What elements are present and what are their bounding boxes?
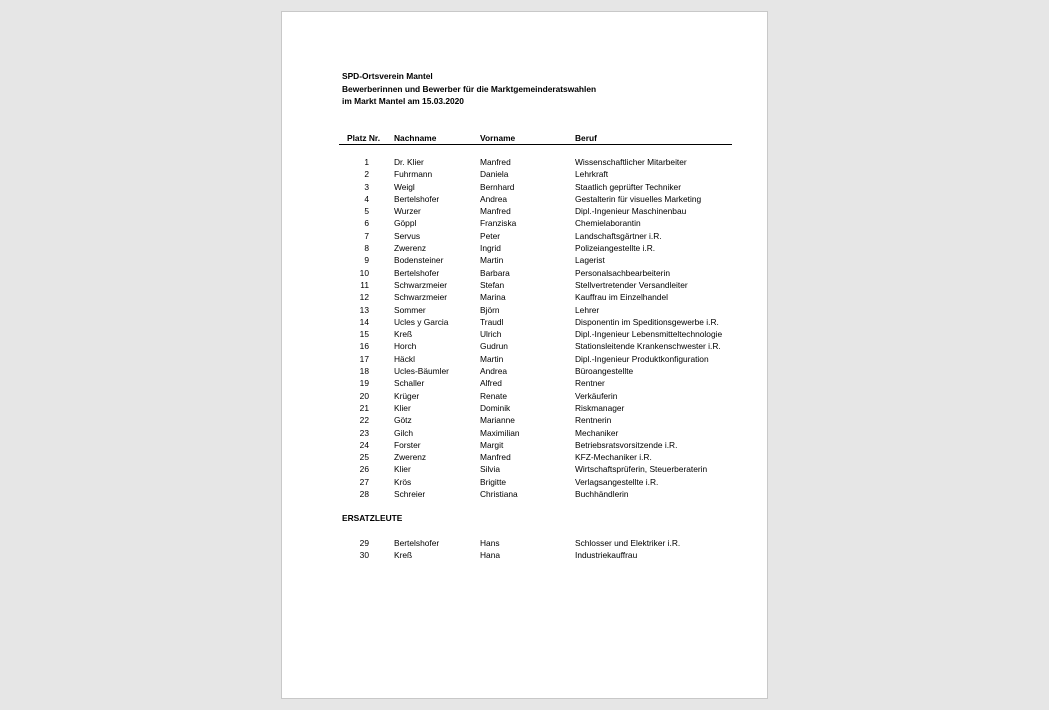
cell-nachname: Gilch <box>394 427 414 438</box>
cell-beruf: Personalsachbearbeiterin <box>575 267 670 278</box>
table-row <box>339 217 732 229</box>
cell-vorname: Manfred <box>480 206 511 217</box>
cell-nachname: Schwarzmeier <box>394 279 448 290</box>
table-row <box>339 328 732 340</box>
cell-vorname: Margit <box>480 439 504 450</box>
cell-vorname: Marina <box>480 292 506 303</box>
table-row <box>339 230 732 242</box>
table-row <box>339 279 732 291</box>
table-row <box>339 254 732 266</box>
table-row <box>339 304 732 316</box>
table-row <box>339 476 732 488</box>
cell-nachname: Klier <box>394 402 411 413</box>
cell-platz-nr: 25 <box>359 452 369 463</box>
cell-beruf: Stationsleitende Krankenschwester i.R. <box>575 341 721 352</box>
cell-vorname: Daniela <box>480 169 509 180</box>
cell-vorname: Silvia <box>480 464 501 475</box>
cell-vorname: Gudrun <box>480 341 508 352</box>
cell-nachname: Schwarzmeier <box>394 292 448 303</box>
cell-beruf: Dipl.-Ingenieur Maschinenbau <box>575 206 687 217</box>
cell-platz-nr: 26 <box>359 464 369 475</box>
cell-platz-nr: 12 <box>359 292 369 303</box>
column-header-nachname: Nachname <box>394 133 437 143</box>
cell-platz-nr: 7 <box>364 230 369 241</box>
table-row <box>339 205 732 217</box>
table-row <box>339 242 732 254</box>
cell-beruf: Mechaniker <box>575 427 619 438</box>
header-line-date: im Markt Mantel am 15.03.2020 <box>342 96 464 106</box>
cell-nachname: Krös <box>394 476 412 487</box>
cell-platz-nr: 17 <box>359 353 369 364</box>
cell-beruf: Lehrer <box>575 304 600 315</box>
cell-platz-nr: 6 <box>364 218 369 229</box>
cell-vorname: Björn <box>480 304 500 315</box>
table-row <box>339 549 732 561</box>
cell-vorname: Ingrid <box>480 243 501 254</box>
cell-beruf: Verkäuferin <box>575 390 618 401</box>
table-row <box>339 439 732 451</box>
table-header <box>339 132 732 145</box>
table-row <box>339 365 732 377</box>
cell-vorname: Hana <box>480 550 501 561</box>
cell-vorname: Christiana <box>480 489 518 500</box>
cell-beruf: Staatlich geprüfter Techniker <box>575 181 681 192</box>
cell-beruf: Gestalterin für visuelles Marketing <box>575 193 702 204</box>
cell-beruf: Rentner <box>575 378 605 389</box>
cell-vorname: Andrea <box>480 366 508 377</box>
cell-beruf: Buchhändlerin <box>575 489 629 500</box>
table-row <box>339 402 732 414</box>
cell-vorname: Barbara <box>480 267 510 278</box>
cell-vorname: Bernhard <box>480 181 515 192</box>
cell-nachname: Göppl <box>394 218 417 229</box>
cell-beruf: Dipl.-Ingenieur Produktkonfiguration <box>575 353 709 364</box>
table-row <box>339 463 732 475</box>
cell-vorname: Dominik <box>480 402 511 413</box>
table-row <box>339 168 732 180</box>
cell-beruf: Polizeiangestellte i.R. <box>575 243 656 254</box>
cell-vorname: Renate <box>480 390 508 401</box>
cell-vorname: Manfred <box>480 157 511 167</box>
cell-beruf: Betriebsratsvorsitzende i.R. <box>575 439 678 450</box>
cell-nachname: Servus <box>394 230 421 241</box>
cell-vorname: Andrea <box>480 193 508 204</box>
cell-platz-nr: 27 <box>359 476 369 487</box>
cell-platz-nr: 20 <box>359 390 369 401</box>
table-row <box>339 340 732 352</box>
table-row <box>339 156 732 168</box>
cell-nachname: Bertelshofer <box>394 538 440 548</box>
table-row <box>339 451 732 463</box>
cell-platz-nr: 13 <box>359 304 369 315</box>
cell-beruf: Disponentin im Speditionsgewerbe i.R. <box>575 316 719 327</box>
cell-nachname: Kreß <box>394 550 413 561</box>
cell-nachname: Krüger <box>394 390 420 401</box>
cell-vorname: Peter <box>480 230 501 241</box>
cell-vorname: Traudl <box>480 316 504 327</box>
cell-platz-nr: 2 <box>364 169 369 180</box>
cell-beruf: Industriekauffrau <box>575 550 638 561</box>
cell-nachname: Dr. Klier <box>394 157 424 167</box>
cell-nachname: Bertelshofer <box>394 267 440 278</box>
table-row <box>339 377 732 389</box>
cell-platz-nr: 22 <box>359 415 369 426</box>
cell-platz-nr: 14 <box>359 316 369 327</box>
cell-vorname: Alfred <box>480 378 502 389</box>
substitute-list <box>339 537 732 562</box>
candidate-list <box>339 156 732 500</box>
section-title-ersatzleute: ERSATZLEUTE <box>342 513 403 523</box>
table-row <box>339 291 732 303</box>
cell-nachname: Zwerenz <box>394 452 427 463</box>
cell-platz-nr: 23 <box>359 427 369 438</box>
table-row <box>339 316 732 328</box>
cell-beruf: Stellvertretender Versandleiter <box>575 279 688 290</box>
cell-nachname: Häckl <box>394 353 415 364</box>
header-line-title: Bewerberinnen und Bewerber für die Marktgemeinderatswahlen <box>342 83 597 94</box>
column-header-vorname: Vorname <box>480 133 516 143</box>
cell-platz-nr: 1 <box>364 157 369 167</box>
table-row <box>339 537 732 549</box>
cell-nachname: Sommer <box>394 304 426 315</box>
cell-platz-nr: 28 <box>359 489 369 500</box>
cell-nachname: Wurzer <box>394 206 421 217</box>
cell-platz-nr: 21 <box>359 402 369 413</box>
cell-platz-nr: 10 <box>359 267 369 278</box>
cell-vorname: Maximilian <box>480 427 520 438</box>
table-row <box>339 390 732 402</box>
cell-vorname: Hans <box>480 538 500 548</box>
cell-beruf: Wirtschaftsprüferin, Steuerberaterin <box>575 464 708 475</box>
table-row <box>339 267 732 279</box>
cell-beruf: Lehrkraft <box>575 169 609 180</box>
cell-platz-nr: 15 <box>359 329 369 340</box>
cell-vorname: Franziska <box>480 218 517 229</box>
cell-beruf: Schlosser und Elektriker i.R. <box>575 538 681 548</box>
cell-beruf: Riskmanager <box>575 402 625 413</box>
cell-nachname: Fuhrmann <box>394 169 433 180</box>
cell-nachname: Bertelshofer <box>394 193 440 204</box>
table-row <box>339 353 732 365</box>
cell-nachname: Klier <box>394 464 411 475</box>
cell-beruf: Kauffrau im Einzelhandel <box>575 292 668 303</box>
cell-platz-nr: 4 <box>364 193 369 204</box>
cell-vorname: Ulrich <box>480 329 502 340</box>
cell-vorname: Martin <box>480 255 504 266</box>
cell-vorname: Martin <box>480 353 504 364</box>
table-row <box>339 488 732 500</box>
cell-platz-nr: 3 <box>364 181 369 192</box>
cell-beruf: Verlagsangestellte i.R. <box>575 476 659 487</box>
cell-platz-nr: 11 <box>360 279 369 290</box>
table-row <box>339 414 732 426</box>
table-row <box>339 193 732 205</box>
cell-beruf: Rentnerin <box>575 415 612 426</box>
cell-nachname: Schaller <box>394 378 425 389</box>
cell-beruf: KFZ-Mechaniker i.R. <box>575 452 652 463</box>
cell-beruf: Wissenschaftlicher Mitarbeiter <box>575 157 687 167</box>
cell-platz-nr: 16 <box>359 341 369 352</box>
column-header-beruf: Beruf <box>575 133 597 143</box>
cell-nachname: Bodensteiner <box>394 255 444 266</box>
cell-platz-nr: 19 <box>359 378 369 389</box>
cell-nachname: Schreier <box>394 489 426 500</box>
cell-beruf: Chemielaborantin <box>575 218 641 229</box>
header-line-organization: SPD-Ortsverein Mantel <box>342 71 433 81</box>
cell-nachname: Weigl <box>394 181 415 192</box>
cell-platz-nr: 5 <box>364 206 369 217</box>
cell-beruf: Landschaftsgärtner i.R. <box>575 230 662 241</box>
cell-vorname: Marianne <box>480 415 515 426</box>
cell-beruf: Dipl.-Ingenieur Lebensmitteltechnologie <box>575 329 723 340</box>
column-header-platz: Platz Nr. <box>347 133 381 143</box>
cell-platz-nr: 9 <box>364 255 369 266</box>
cell-platz-nr: 29 <box>359 538 369 548</box>
cell-platz-nr: 24 <box>359 439 369 450</box>
cell-vorname: Manfred <box>480 452 511 463</box>
cell-vorname: Stefan <box>480 279 505 290</box>
cell-nachname: Forster <box>394 439 421 450</box>
table-row <box>339 181 732 193</box>
cell-nachname: Zwerenz <box>394 243 427 254</box>
cell-nachname: Horch <box>394 341 417 352</box>
table-row <box>339 427 732 439</box>
cell-platz-nr: 8 <box>364 243 369 254</box>
cell-beruf: Büroangestellte <box>575 366 634 377</box>
document-page <box>281 11 768 699</box>
cell-beruf: Lagerist <box>575 255 605 266</box>
cell-vorname: Brigitte <box>480 476 507 487</box>
cell-nachname: Götz <box>394 415 412 426</box>
document-header <box>342 70 596 108</box>
cell-nachname: Kreß <box>394 329 413 340</box>
cell-platz-nr: 18 <box>359 366 369 377</box>
cell-nachname: Ucles y Garcia <box>394 316 449 327</box>
cell-platz-nr: 30 <box>359 550 369 561</box>
cell-nachname: Ucles-Bäumler <box>394 366 449 377</box>
